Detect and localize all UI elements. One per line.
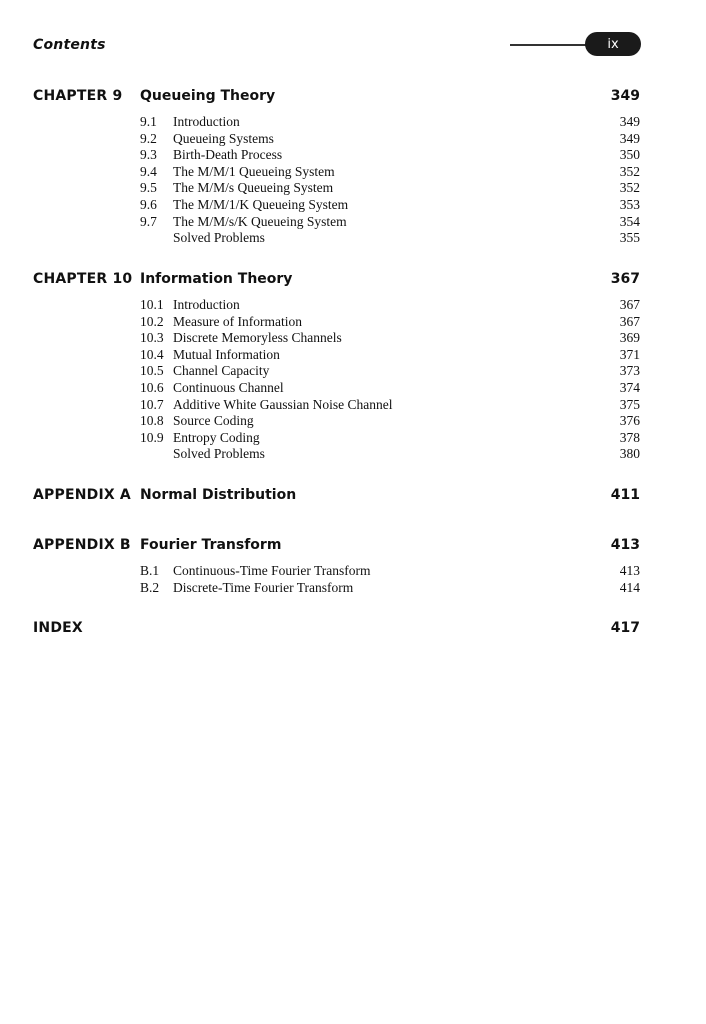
entry-page-number: 413 — [619, 563, 640, 578]
entry-title: Source Coding — [173, 413, 254, 429]
entry-page-number: 350 — [619, 147, 640, 163]
section-heading[interactable] — [0, 537, 706, 559]
entry-title: Queueing Systems — [173, 130, 274, 146]
page-number-badge: ix — [585, 32, 641, 56]
entry-number: B.1 — [140, 563, 160, 578]
section-label: CHAPTER 9 — [33, 88, 123, 104]
entry-title: Introduction — [173, 297, 240, 312]
entry-number: 10.7 — [140, 396, 164, 412]
toc-entry[interactable] — [0, 430, 706, 447]
section-title: Information Theory — [140, 271, 293, 287]
section-label: INDEX — [33, 620, 83, 636]
entry-page-number: 353 — [619, 196, 640, 212]
entry-page-number: 349 — [619, 114, 640, 129]
entry-title: Entropy Coding — [173, 429, 260, 445]
entry-page-number: 349 — [619, 130, 640, 146]
entry-title: Continuous Channel — [173, 379, 284, 395]
toc-entry[interactable] — [0, 413, 706, 430]
section-entries — [0, 563, 706, 596]
entry-title: The M/M/1 Queueing System — [173, 163, 335, 179]
toc-entry[interactable] — [0, 131, 706, 148]
entry-page-number: 371 — [619, 346, 640, 362]
toc-entry[interactable] — [0, 580, 706, 597]
toc-section — [0, 271, 706, 463]
entry-title: The M/M/s Queueing System — [173, 180, 334, 196]
section-label: APPENDIX A — [33, 487, 131, 503]
entry-title: Channel Capacity — [173, 363, 270, 379]
toc-section — [0, 620, 706, 642]
entry-page-number: 352 — [619, 180, 640, 196]
entry-number: 9.4 — [140, 163, 157, 179]
toc-section — [0, 537, 706, 596]
entry-page-number: 375 — [619, 396, 640, 412]
entry-page-number: 373 — [619, 363, 640, 379]
entry-title: Additive White Gaussian Noise Channel — [173, 396, 393, 412]
entry-number: 9.5 — [140, 180, 157, 196]
entry-title: The M/M/s/K Queueing System — [173, 213, 347, 229]
entry-number: 9.6 — [140, 196, 157, 212]
toc-entry[interactable] — [0, 297, 706, 314]
entry-page-number: 376 — [619, 413, 640, 429]
entry-number: 10.2 — [140, 313, 164, 329]
entry-title: Mutual Information — [173, 346, 280, 362]
section-label: CHAPTER 10 — [33, 271, 133, 287]
section-page-number: 367 — [610, 271, 640, 287]
entry-title: Discrete Memoryless Channels — [173, 330, 342, 346]
toc-entry[interactable] — [0, 147, 706, 164]
toc-entry[interactable] — [0, 347, 706, 364]
section-page-number: 411 — [610, 487, 640, 503]
entry-page-number: 352 — [619, 163, 640, 179]
page-header-title: Contents — [33, 37, 106, 53]
entry-number: 10.5 — [140, 363, 164, 379]
entry-title: Solved Problems — [173, 446, 265, 462]
entry-page-number: 369 — [619, 330, 640, 346]
entry-number: 10.3 — [140, 330, 164, 346]
toc-section — [0, 88, 706, 247]
entry-page-number: 374 — [619, 379, 640, 395]
section-title: Normal Distribution — [140, 487, 297, 503]
toc-entry[interactable] — [0, 330, 706, 347]
entry-page-number: 367 — [619, 297, 640, 312]
entry-title: Measure of Information — [173, 313, 302, 329]
toc-entry[interactable] — [0, 363, 706, 380]
section-page-number: 417 — [610, 620, 640, 636]
toc-entry[interactable] — [0, 180, 706, 197]
entry-page-number: 355 — [619, 230, 640, 246]
entry-number: 10.1 — [140, 297, 164, 312]
section-heading[interactable] — [0, 487, 706, 509]
toc-entry[interactable] — [0, 446, 706, 463]
section-title: Fourier Transform — [140, 537, 282, 553]
section-entries — [0, 297, 706, 463]
entry-number: 10.8 — [140, 413, 164, 429]
toc-entry[interactable] — [0, 230, 706, 247]
toc-entry[interactable] — [0, 314, 706, 331]
entry-number: 10.4 — [140, 346, 164, 362]
entry-number: B.2 — [140, 579, 160, 595]
entry-number: 9.2 — [140, 130, 157, 146]
toc-entry[interactable] — [0, 197, 706, 214]
entry-title: Solved Problems — [173, 230, 265, 246]
section-entries — [0, 114, 706, 247]
entry-title: Continuous-Time Fourier Transform — [173, 563, 371, 578]
entry-page-number: 414 — [619, 579, 640, 595]
entry-page-number: 354 — [619, 213, 640, 229]
section-heading[interactable] — [0, 88, 706, 110]
toc-entry[interactable] — [0, 164, 706, 181]
section-page-number: 413 — [610, 537, 640, 553]
entry-page-number: 380 — [619, 446, 640, 462]
entry-page-number: 378 — [619, 429, 640, 445]
toc-entry[interactable] — [0, 214, 706, 231]
entry-number: 10.6 — [140, 379, 164, 395]
entry-page-number: 367 — [619, 313, 640, 329]
entry-number: 9.3 — [140, 147, 157, 163]
section-heading[interactable] — [0, 271, 706, 293]
entry-title: Introduction — [173, 114, 240, 129]
toc-entry[interactable] — [0, 563, 706, 580]
toc-section — [0, 487, 706, 509]
section-heading[interactable] — [0, 620, 706, 642]
toc-entry[interactable] — [0, 397, 706, 414]
entry-number: 10.9 — [140, 429, 164, 445]
entry-number: 9.1 — [140, 114, 157, 129]
entry-title: Discrete-Time Fourier Transform — [173, 579, 354, 595]
section-title: Queueing Theory — [140, 88, 276, 104]
toc-entry[interactable] — [0, 114, 706, 131]
section-page-number: 349 — [610, 88, 640, 104]
toc-entry[interactable] — [0, 380, 706, 397]
entry-number: 9.7 — [140, 213, 157, 229]
entry-title: Birth-Death Process — [173, 147, 283, 163]
section-label: APPENDIX B — [33, 537, 131, 553]
entry-title: The M/M/1/K Queueing System — [173, 196, 349, 212]
